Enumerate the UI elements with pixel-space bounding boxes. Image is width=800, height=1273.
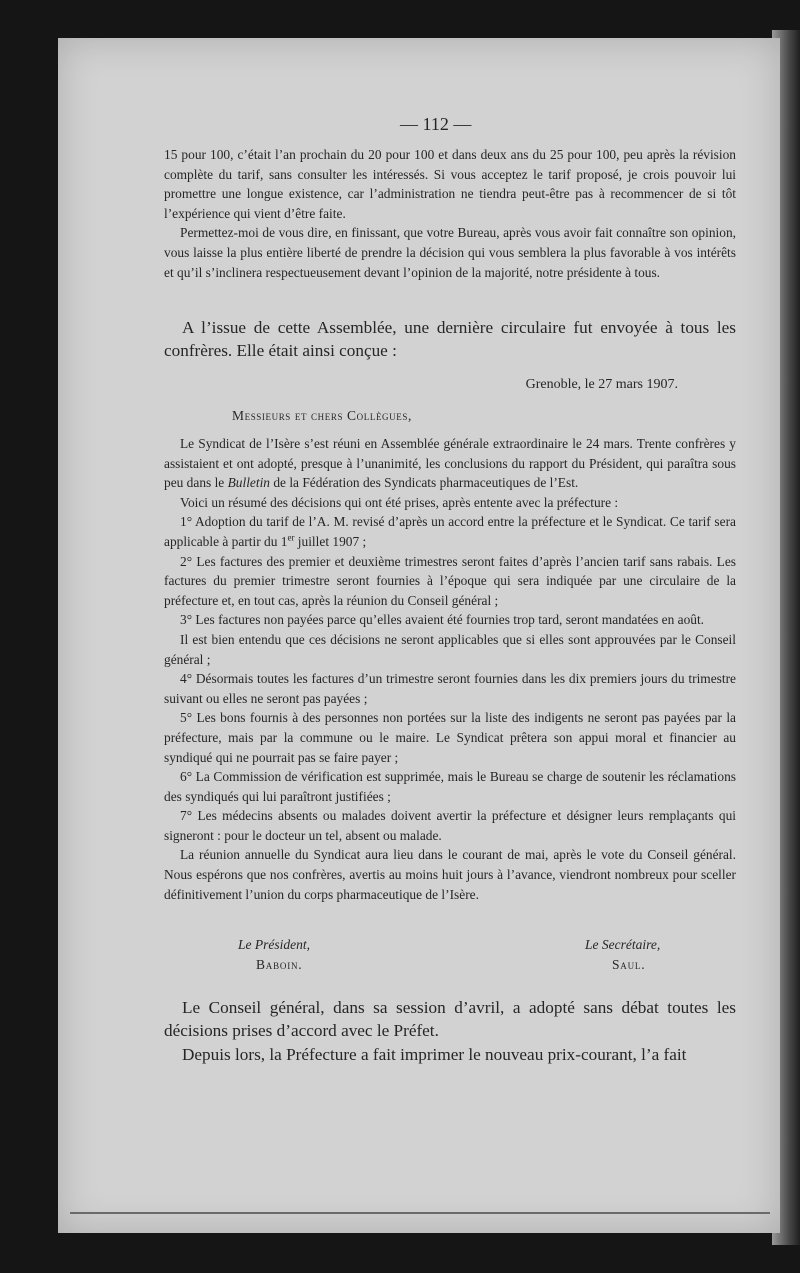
- text-run: de la Fédération des Syndicats pharmaceutiques de l’Est.: [270, 475, 579, 491]
- letter-body: [164, 434, 736, 904]
- paragraph: Depuis lors, la Préfecture a fait imprimer le nouveau prix-courant, l’a fait: [182, 1044, 687, 1064]
- salutation: Messieurs et chers Collègues,: [232, 408, 412, 423]
- intro-paragraph: A l’issue de cette Assemblée, une dernière circulaire fut envoyée à tous les confrères. Elle était ainsi conçue :: [164, 318, 736, 361]
- letter-paragraph: Il est bien entendu que ces décisions ne seront applicables que si elles sont approuvées par le Conseil général ;: [164, 631, 736, 667]
- list-item: 6° La Commission de vérification est supprimée, mais le Bureau se charge de soutenir les réclamations des syndiqués qui lui paraîtront justifiées ;: [164, 769, 736, 804]
- intro-block: [164, 316, 736, 363]
- list-item: 4° Désormais toutes les factures d’un trimestre seront fournies dans les dix premiers jours du trimestre suivant ou elles ne seront pas payées ;: [164, 671, 736, 706]
- secretary-title: Le Secrétaire,: [585, 937, 661, 952]
- letter-paragraph: [164, 434, 736, 493]
- paragraph: Le Conseil général, dans sa session d’avril, a adopté sans débat toutes les décisions prises d’accord avec le Préfet.: [164, 998, 736, 1041]
- list-item: 3° Les factures non payées parce qu’elles avaient été fournies trop tard, seront mandatées en août.: [180, 612, 705, 628]
- letter-paragraph: La réunion annuelle du Syndicat aura lieu dans le courant de mai, après le vote du Conseil général. Nous espérons que nos confrères, avertis au moins huit jours à l’avance, viendront nombreux pour sceller définitivement l’union du corps pharmaceutique de l’Isère.: [164, 847, 736, 902]
- president-name: Baboin.: [256, 957, 303, 972]
- dateline: Grenoble, le 27 mars 1907.: [525, 377, 678, 392]
- paragraph: Permettez-moi de vous dire, en finissant, que votre Bureau, après vous avoir fait connaître son opinion, vous laisse la plus entière liberté de prendre la décision qui vous semblera la plus favorable à vos intérêts et qu’il s’inclinera respectueusement devant l’opinion de la majorité, notre présidente à tous.: [164, 225, 736, 280]
- italic-title: Bulletin: [227, 475, 270, 491]
- superscript: er: [287, 532, 295, 543]
- paragraph: 15 pour 100, c’était l’an prochain du 20 pour 100 et dans deux ans du 25 pour 100, peu après la révision complète du tarif, sans consulter les intéressés. Si vous acceptez le tarif proposé, je crois pouvoir lui promettre une longue existence, car l’administration ne tiendra peut-être pas à recommencer de si tôt l’expérience qui vient d’être faite.: [164, 147, 736, 221]
- page-number: — 112 —: [400, 114, 472, 134]
- text-run: juillet 1907 ;: [294, 533, 367, 549]
- list-item: 7° Les médecins absents ou malades doivent avertir la préfecture et désigner leurs remplaçants qui signeront : pour le docteur un tel, absent ou malade.: [164, 808, 736, 843]
- list-item: 5° Les bons fournis à des personnes non portées sur la liste des indigents ne seront pas payées par la préfecture, mais par la commune ou le maire. Le Syndicat prêtera son appui moral et financier au syndiqué qui ne pourrait pas se faire payer ;: [164, 710, 736, 765]
- top-text-block: [164, 145, 736, 282]
- president-title: Le Président,: [238, 937, 310, 952]
- text-run: 1° Adoption du tarif de l’A. M. revisé d’après un accord entre la préfecture et le Syndicat. Ce tarif sera applicable à partir du 1: [164, 514, 736, 549]
- letter-paragraph: Voici un résumé des décisions qui ont été prises, après entente avec la préfecture :: [180, 494, 619, 510]
- bottom-rule: [70, 1212, 770, 1214]
- secretary-name: Saul.: [612, 957, 646, 972]
- list-item: [164, 512, 736, 551]
- text-run: Le Syndicat de l’Isère s’est réuni en Assemblée générale extraordinaire le 24 mars. Trente confrères y assistaient et ont adopté, presque à l’unanimité, les conclusions du rapport du Président, qui paraîtra sous peu dans le: [164, 436, 736, 491]
- list-item: 2° Les factures des premier et deuxième trimestres seront faites d’après l’ancien tarif sans rabais. Les factures du premier trimestre seront fournies à l’époque qui sera indiquée par une circulaire de la préfecture et, en tout cas, après la réunion du Conseil général ;: [164, 553, 736, 608]
- bottom-text-block: [164, 996, 736, 1066]
